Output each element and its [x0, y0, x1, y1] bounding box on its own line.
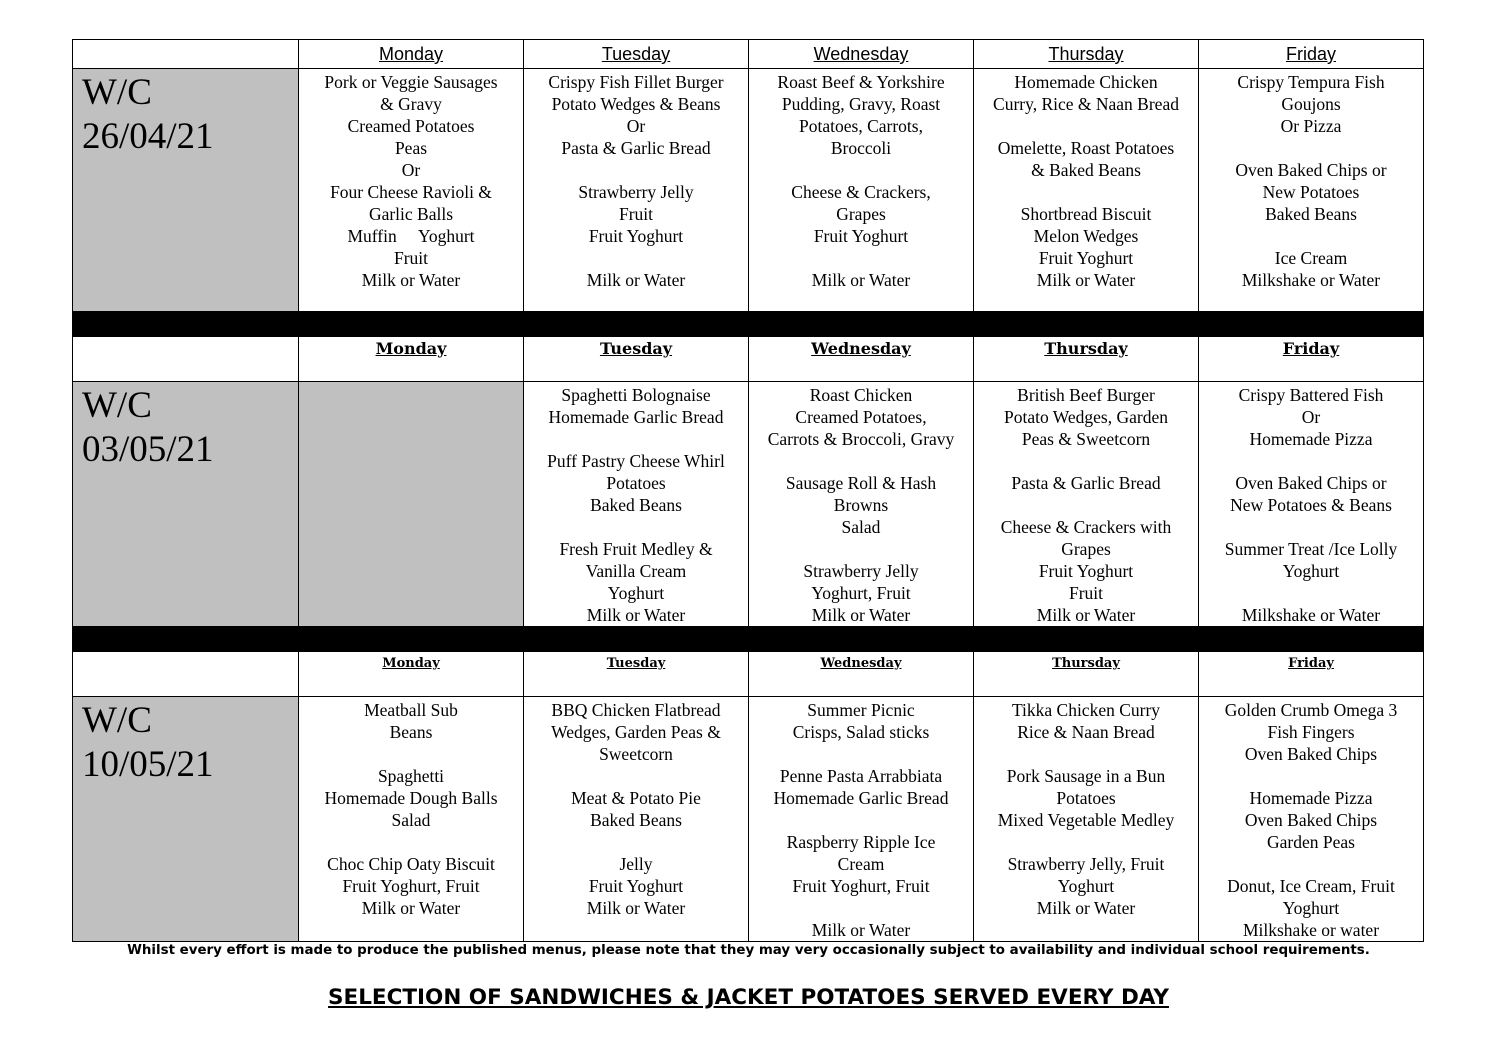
menu-item: & Gravy	[380, 94, 442, 114]
menu-item: Milk or Water	[586, 270, 686, 290]
day-header-thursday: Thursday	[974, 40, 1199, 69]
day-header-friday: Friday	[1199, 40, 1424, 69]
menu-item: Meat & Potato Pie	[571, 788, 701, 808]
menu-item: Yoghurt	[1282, 561, 1340, 581]
menu-item: Potato Wedges, Garden	[1004, 407, 1168, 427]
week-label: W/C 10/05/21	[82, 700, 214, 785]
menu-item: Crispy Battered Fish	[1238, 385, 1384, 405]
menu-item: Homemade Pizza	[1249, 788, 1373, 808]
menu-item: Pudding, Gravy, Roast	[781, 94, 941, 114]
menu-item	[524, 247, 748, 269]
menu-item	[974, 181, 1198, 203]
menu-item: Strawberry Jelly	[578, 182, 694, 202]
menu-item	[974, 115, 1198, 137]
menu-item	[749, 743, 973, 765]
menu-item: Milkshake or Water	[1241, 270, 1381, 290]
day-header-friday: Friday	[1199, 337, 1424, 382]
menu-item	[1199, 853, 1423, 875]
menu-item	[524, 428, 748, 450]
menu-item: Pasta & Garlic Bread	[1011, 473, 1161, 493]
menu-item: Broccoli	[830, 138, 892, 158]
menu-item: Milk or Water	[361, 270, 461, 290]
menu-item: Garlic Balls	[368, 204, 454, 224]
menu-item: Spaghetti	[377, 766, 445, 786]
menu-item: Creamed Potatoes	[347, 116, 475, 136]
menu-item: Homemade Garlic Bread	[548, 407, 724, 427]
menu-item: Fruit Yoghurt	[588, 226, 684, 246]
menu-item: Oven Baked Chips	[1244, 744, 1378, 764]
menu-item	[749, 159, 973, 181]
menu-cell-thursday	[974, 69, 1199, 312]
menu-cell-wednesday	[749, 697, 974, 942]
menu-item: Homemade Garlic Bread	[773, 788, 949, 808]
day-header-row	[73, 337, 1424, 382]
menu-item	[749, 538, 973, 560]
menu-item: Peas & Sweetcorn	[1021, 429, 1151, 449]
menu-cell-monday-blank	[299, 382, 524, 627]
menu-item: Potatoes, Carrots,	[799, 116, 923, 136]
menu-cell-friday	[1199, 382, 1424, 627]
menu-item: Pork Sausage in a Bun	[1006, 766, 1166, 786]
day-header-thursday: Thursday	[974, 337, 1199, 382]
week-row	[73, 697, 1424, 942]
menu-item: Rice & Naan Bread	[1017, 722, 1155, 742]
menu-item: New Potatoes	[1262, 182, 1360, 202]
menu-item	[974, 450, 1198, 472]
week-label: W/C 03/05/21	[82, 385, 214, 470]
disclaimer-text: Whilst every effort is made to produce the published menus, please note that they may very occasionally subject to availability and individual school requirements.	[127, 943, 1370, 958]
menu-item: Roast Beef & Yorkshire	[777, 72, 945, 92]
week-row	[73, 382, 1424, 627]
week-label-cell	[73, 69, 299, 312]
menu-item: Cheese & Crackers,	[791, 182, 931, 202]
menu-item: Fruit Yoghurt	[1038, 248, 1134, 268]
menu-item: Beans	[389, 722, 433, 742]
menu-cell-friday	[1199, 697, 1424, 942]
menu-item: Fruit Yoghurt, Fruit	[792, 876, 930, 896]
week-separator	[73, 312, 1424, 337]
menu-item	[749, 247, 973, 269]
menu-item	[974, 743, 1198, 765]
menu-item: Peas	[394, 138, 428, 158]
menu-item	[1199, 765, 1423, 787]
menu-item: BBQ Chicken Flatbread	[551, 700, 721, 720]
menu-item: Fruit Yoghurt	[588, 876, 684, 896]
menu-item: Roast Chicken	[809, 385, 913, 405]
menu-item: Milk or Water	[1036, 605, 1136, 625]
menu-cell-wednesday	[749, 382, 974, 627]
menu-item: Cheese & Crackers with	[1000, 517, 1172, 537]
menu-item: Vanilla Cream	[585, 561, 687, 581]
menu-item: Fruit	[393, 248, 429, 268]
menu-item: Strawberry Jelly	[803, 561, 919, 581]
menu-item: Milk or Water	[361, 898, 461, 918]
menu-item: Raspberry Ripple Ice	[786, 832, 936, 852]
menu-item: Milk or Water	[1036, 270, 1136, 290]
header-corner	[73, 652, 299, 697]
menu-cell-thursday	[974, 382, 1199, 627]
menu-item	[299, 743, 523, 765]
menu-item	[524, 159, 748, 181]
menu-item: Potatoes	[606, 473, 666, 493]
menu-item: Summer Treat /Ice Lolly	[1224, 539, 1398, 559]
menu-cell-monday	[299, 697, 524, 942]
menu-item: Fruit Yoghurt	[1038, 561, 1134, 581]
menu-item: Or	[1301, 407, 1321, 427]
menu-item: Homemade Chicken	[1014, 72, 1158, 92]
menu-item: Wedges, Garden Peas &	[551, 722, 721, 742]
menu-item	[749, 897, 973, 919]
menu-item	[974, 831, 1198, 853]
menu-item: Baked Beans	[590, 495, 682, 515]
menu-cell-wednesday	[749, 69, 974, 312]
day-header-monday: Monday	[299, 652, 524, 697]
menu-item: Salad	[841, 517, 881, 537]
menu-item: Grapes	[1061, 539, 1111, 559]
day-header-friday: Friday	[1199, 652, 1424, 697]
menu-item: Crispy Tempura Fish	[1237, 72, 1385, 92]
day-header-tuesday: Tuesday	[524, 40, 749, 69]
menu-item: Fruit Yoghurt, Fruit	[342, 876, 480, 896]
menu-item: Milkshake or water	[1242, 920, 1380, 940]
menu-item: Ice Cream	[1274, 248, 1348, 268]
day-header-row	[73, 40, 1424, 69]
menu-cell-tuesday	[524, 69, 749, 312]
menu-item: Puff Pastry Cheese Whirl	[547, 451, 725, 471]
menu-item	[1199, 225, 1423, 247]
menu-item: Milk or Water	[1036, 898, 1136, 918]
menu-cell-friday	[1199, 69, 1424, 312]
menu-item: Oven Baked Chips or	[1235, 160, 1387, 180]
menu-item: & Baked Beans	[1031, 160, 1141, 180]
menu-item: New Potatoes & Beans	[1230, 495, 1392, 515]
menu-item: Milk or Water	[811, 605, 911, 625]
menu-item: Goujons	[1281, 94, 1341, 114]
menu-cell-monday	[299, 69, 524, 312]
menu-item: Baked Beans	[1265, 204, 1357, 224]
day-header-monday: Monday	[299, 40, 524, 69]
menu-item: Milk or Water	[811, 270, 911, 290]
menu-item: Creamed Potatoes,	[795, 407, 927, 427]
day-header-tuesday: Tuesday	[524, 337, 749, 382]
menu-item: Meatball Sub	[364, 700, 458, 720]
menu-cell-tuesday	[524, 382, 749, 627]
menu-item: Jelly	[619, 854, 653, 874]
menu-item: Baked Beans	[590, 810, 682, 830]
menu-item: Garden Peas	[1267, 832, 1355, 852]
menu-item: Summer Picnic	[807, 700, 915, 720]
menu-item: Pork or Veggie Sausages	[324, 72, 498, 92]
menu-item: Crisps, Salad sticks	[792, 722, 930, 742]
menu-item: Yoghurt	[1057, 876, 1115, 896]
menu-item	[749, 450, 973, 472]
week-label: W/C 26/04/21	[82, 72, 214, 157]
menu-item: Sweetcorn	[599, 744, 673, 764]
menu-item: Yoghurt	[607, 583, 665, 603]
menu-item: Fish Fingers	[1267, 722, 1355, 742]
menu-item: Fruit Yoghurt	[813, 226, 909, 246]
menu-item	[1199, 516, 1423, 538]
menu-item: Milk or Water	[586, 605, 686, 625]
week-row	[73, 69, 1424, 312]
menu-item: Spaghetti Bolognaise	[561, 385, 711, 405]
menu-item: Muffin Yoghurt	[347, 226, 475, 246]
menu-item: Strawberry Jelly, Fruit	[1007, 854, 1165, 874]
menu-item: Or	[626, 116, 646, 136]
menu-item: Four Cheese Ravioli &	[330, 182, 492, 202]
menu-item: Milk or Water	[586, 898, 686, 918]
menu-item	[1199, 582, 1423, 604]
menu-item	[1199, 450, 1423, 472]
menu-item	[1199, 137, 1423, 159]
menu-item: Homemade Dough Balls	[324, 788, 498, 808]
menu-item: Or Pizza	[1280, 116, 1342, 136]
day-header-wednesday: Wednesday	[749, 652, 974, 697]
menu-item: Donut, Ice Cream, Fruit	[1227, 876, 1395, 896]
menu-item: Shortbread Biscuit	[1020, 204, 1152, 224]
week-label-cell	[73, 697, 299, 942]
menu-item: Yoghurt, Fruit	[811, 583, 911, 603]
day-header-monday: Monday	[299, 337, 524, 382]
menu-item: Fresh Fruit Medley &	[559, 539, 713, 559]
menu-item: Golden Crumb Omega 3	[1224, 700, 1398, 720]
menu-item: Potato Wedges & Beans	[551, 94, 721, 114]
menu-item: Tikka Chicken Curry	[1011, 700, 1161, 720]
menu-table	[72, 39, 1424, 942]
header-corner	[73, 40, 299, 69]
menu-item	[524, 765, 748, 787]
day-header-wednesday: Wednesday	[749, 337, 974, 382]
menu-item: Curry, Rice & Naan Bread	[993, 94, 1179, 114]
menu-item: Sausage Roll & Hash	[785, 473, 937, 493]
menu-item: Pasta & Garlic Bread	[561, 138, 711, 158]
menu-item: Homemade Pizza	[1249, 429, 1373, 449]
menu-item: Fruit	[1068, 583, 1104, 603]
menu-item: Oven Baked Chips or	[1235, 473, 1387, 493]
menu-item: Oven Baked Chips	[1244, 810, 1378, 830]
menu-item: Milk or Water	[811, 920, 911, 940]
menu-item	[299, 831, 523, 853]
menu-item: Or	[401, 160, 421, 180]
day-header-tuesday: Tuesday	[524, 652, 749, 697]
menu-item: Cream	[837, 854, 885, 874]
day-header-row	[73, 652, 1424, 697]
menu-cell-tuesday	[524, 697, 749, 942]
menu-item: Grapes	[836, 204, 886, 224]
menu-item: Browns	[833, 495, 889, 515]
menu-item: Omelette, Roast Potatoes	[997, 138, 1175, 158]
menu-item: Melon Wedges	[1033, 226, 1139, 246]
day-header-thursday: Thursday	[974, 652, 1199, 697]
footer-banner: SELECTION OF SANDWICHES & JACKET POTATOES SERVED EVERY DAY	[328, 985, 1169, 1010]
menu-item: Fruit	[618, 204, 654, 224]
menu-item: British Beef Burger	[1017, 385, 1155, 405]
week-separator	[73, 627, 1424, 652]
menu-item: Salad	[391, 810, 431, 830]
menu-item: Penne Pasta Arrabbiata	[779, 766, 943, 786]
menu-item: Milkshake or Water	[1241, 605, 1381, 625]
menu-item	[974, 494, 1198, 516]
menu-cell-thursday	[974, 697, 1199, 942]
menu-item: Choc Chip Oaty Biscuit	[327, 854, 495, 874]
menu-item	[524, 516, 748, 538]
menu-item: Yoghurt	[1282, 898, 1340, 918]
menu-item: Crispy Fish Fillet Burger	[548, 72, 724, 92]
header-corner	[73, 337, 299, 382]
week-label-cell	[73, 382, 299, 627]
menu-item: Potatoes	[1056, 788, 1116, 808]
day-header-wednesday: Wednesday	[749, 40, 974, 69]
menu-item: Carrots & Broccoli, Gravy	[767, 429, 955, 449]
menu-item: Mixed Vegetable Medley	[997, 810, 1175, 830]
menu-item	[524, 831, 748, 853]
menu-item	[749, 809, 973, 831]
